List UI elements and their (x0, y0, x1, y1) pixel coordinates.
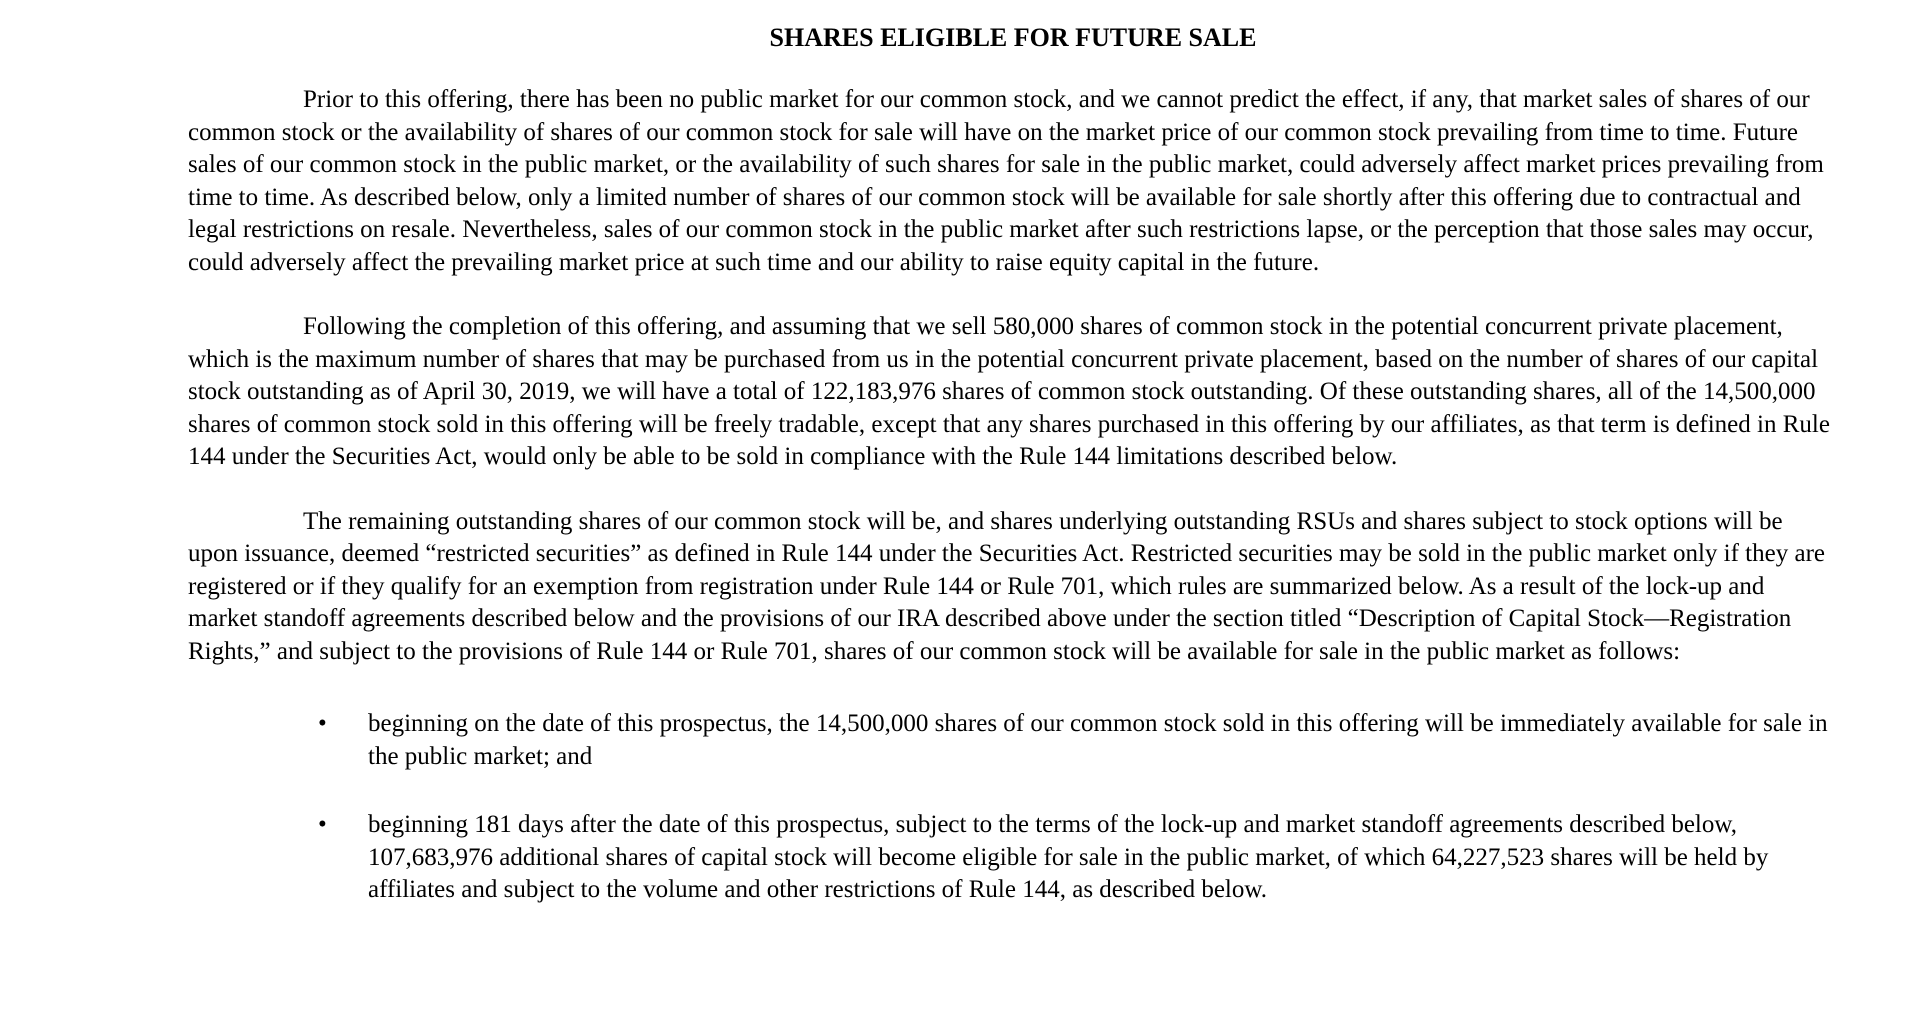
list-item-text: beginning 181 days after the date of this prospectus, subject to the terms of the lock-up and market standoff agreements described below, 107,683,976 additional shares of capital stock will become eligible for sale in the public market, of which 64,227,523 shares will be held by affiliates and subject to the volume and other restrictions of Rule 144, as described below. (368, 811, 1769, 903)
bullet-icon: • (318, 710, 327, 737)
paragraph-prior-offering: Prior to this offering, there has been no public market for our common stock, and we cannot predict the effect, if any, that market sales of shares of our common stock or the availability of shares of our common stock for sale will have on the market price of our common stock prevailing from time to time. Future sales of our common stock in the public market, or the availability of such shares for sale in the public market, could adversely affect market prices prevailing from time to time. As described below, only a limited number of shares of our common stock will be available for sale shortly after this offering due to contractual and legal restrictions on resale. Nevertheless, sales of our common stock in the public market after such restrictions lapse, or the perception that those sales may occur, could adversely affect the prevailing market price at such time and our ability to raise equity capital in the future. (188, 86, 1824, 276)
section-title: SHARES ELIGIBLE FOR FUTURE SALE (769, 23, 1257, 52)
paragraph-remaining-shares: The remaining outstanding shares of our common stock will be, and shares underlying outstanding RSUs and shares subject to stock options will be upon issuance, deemed “restricted securities” as defined in Rule 144 under the Securities Act. Restricted securities may be sold in the public market only if they are registered or if they qualify for an exemption from registration under Rule 144 or Rule 701, which rules are summarized below. As a result of the lock-up and market standoff agreements described below and the provisions of our IRA described above under the section titled “Description of Capital Stock—Registration Rights,” and subject to the provisions of Rule 144 or Rule 701, shares of our common stock will be available for sale in the public market as follows: (188, 507, 1825, 665)
list-item (188, 708, 1838, 773)
document-page (188, 22, 1838, 943)
list-item (188, 809, 1838, 907)
paragraph-following-completion: Following the completion of this offering, and assuming that we sell 580,000 shares of common stock in the potential concurrent private placement, which is the maximum number of shares that may be purchased from us in the potential concurrent private placement, based on the number of shares of our capital stock outstanding as of April 30, 2019, we will have a total of 122,183,976 shares of common stock outstanding. Of these outstanding shares, all of the 14,500,000 shares of common stock sold in this offering will be freely tradable, except that any shares purchased in this offering by our affiliates, as that term is defined in Rule 144 under the Securities Act, would only be able to be sold in compliance with the Rule 144 limitations described below. (188, 313, 1830, 470)
availability-list (188, 708, 1838, 907)
bullet-icon: • (318, 811, 327, 838)
list-item-text: beginning on the date of this prospectus, the 14,500,000 shares of our common stock sold in this offering will be immediately available for sale in the public market; and (368, 710, 1828, 770)
